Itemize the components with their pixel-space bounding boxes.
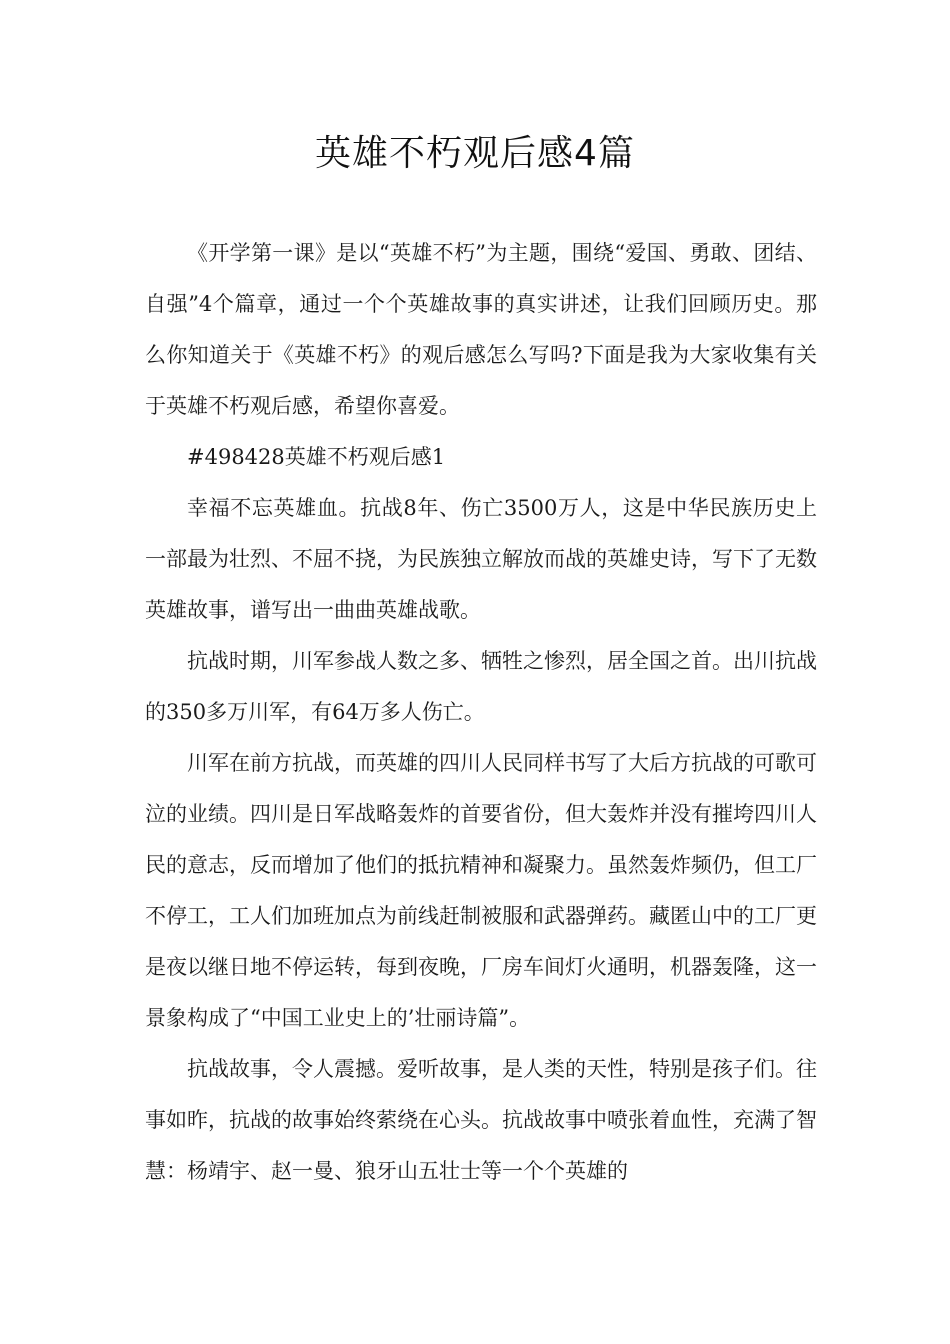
document-body	[145, 228, 817, 1197]
body-paragraph: 幸福不忘英雄血。抗战8年、伤亡3500万人，这是中华民族历史上一部最为壮烈、不屈不挠，为民族独立解放而战的英雄史诗，写下了无数英雄故事，谱写出一曲曲英雄战歌。	[145, 496, 817, 622]
document-title: 英雄不朽观后感4篇	[315, 133, 635, 174]
intro-paragraph: 《开学第一课》是以“英雄不朽”为主题，围绕“爱国、勇敢、团结、自强”4个篇章，通过一个个英雄故事的真实讲述，让我们回顾历史。那么你知道关于《英雄不朽》的观后感怎么写吗?下面是我为大家收集有关于英雄不朽观后感，希望你喜爱。	[145, 241, 817, 418]
body-paragraph: 抗战故事，令人震撼。爱听故事，是人类的天性，特别是孩子们。往事如昨，抗战的故事始终萦绕在心头。抗战故事中喷张着血性，充满了智慧：杨靖宇、赵一曼、狼牙山五壮士等一个个英雄的	[145, 1057, 817, 1183]
body-paragraph: 抗战时期，川军参战人数之多、牺牲之惨烈，居全国之首。出川抗战的350多万川军，有64万多人伤亡。	[145, 649, 817, 724]
section-heading: #498428英雄不朽观后感1	[187, 445, 446, 469]
body-paragraph: 川军在前方抗战，而英雄的四川人民同样书写了大后方抗战的可歌可泣的业绩。四川是日军战略轰炸的首要省份，但大轰炸并没有摧垮四川人民的意志，反而增加了他们的抵抗精神和凝聚力。虽然轰炸频仍，但工厂不停工，工人们加班加点为前线赶制被服和武器弹药。藏匿山中的工厂更是夜以继日地不停运转，每到夜晚，厂房车间灯火通明，机器轰隆，这一景象构成了“中国工业史上的’壮丽诗篇”。	[145, 751, 817, 1030]
